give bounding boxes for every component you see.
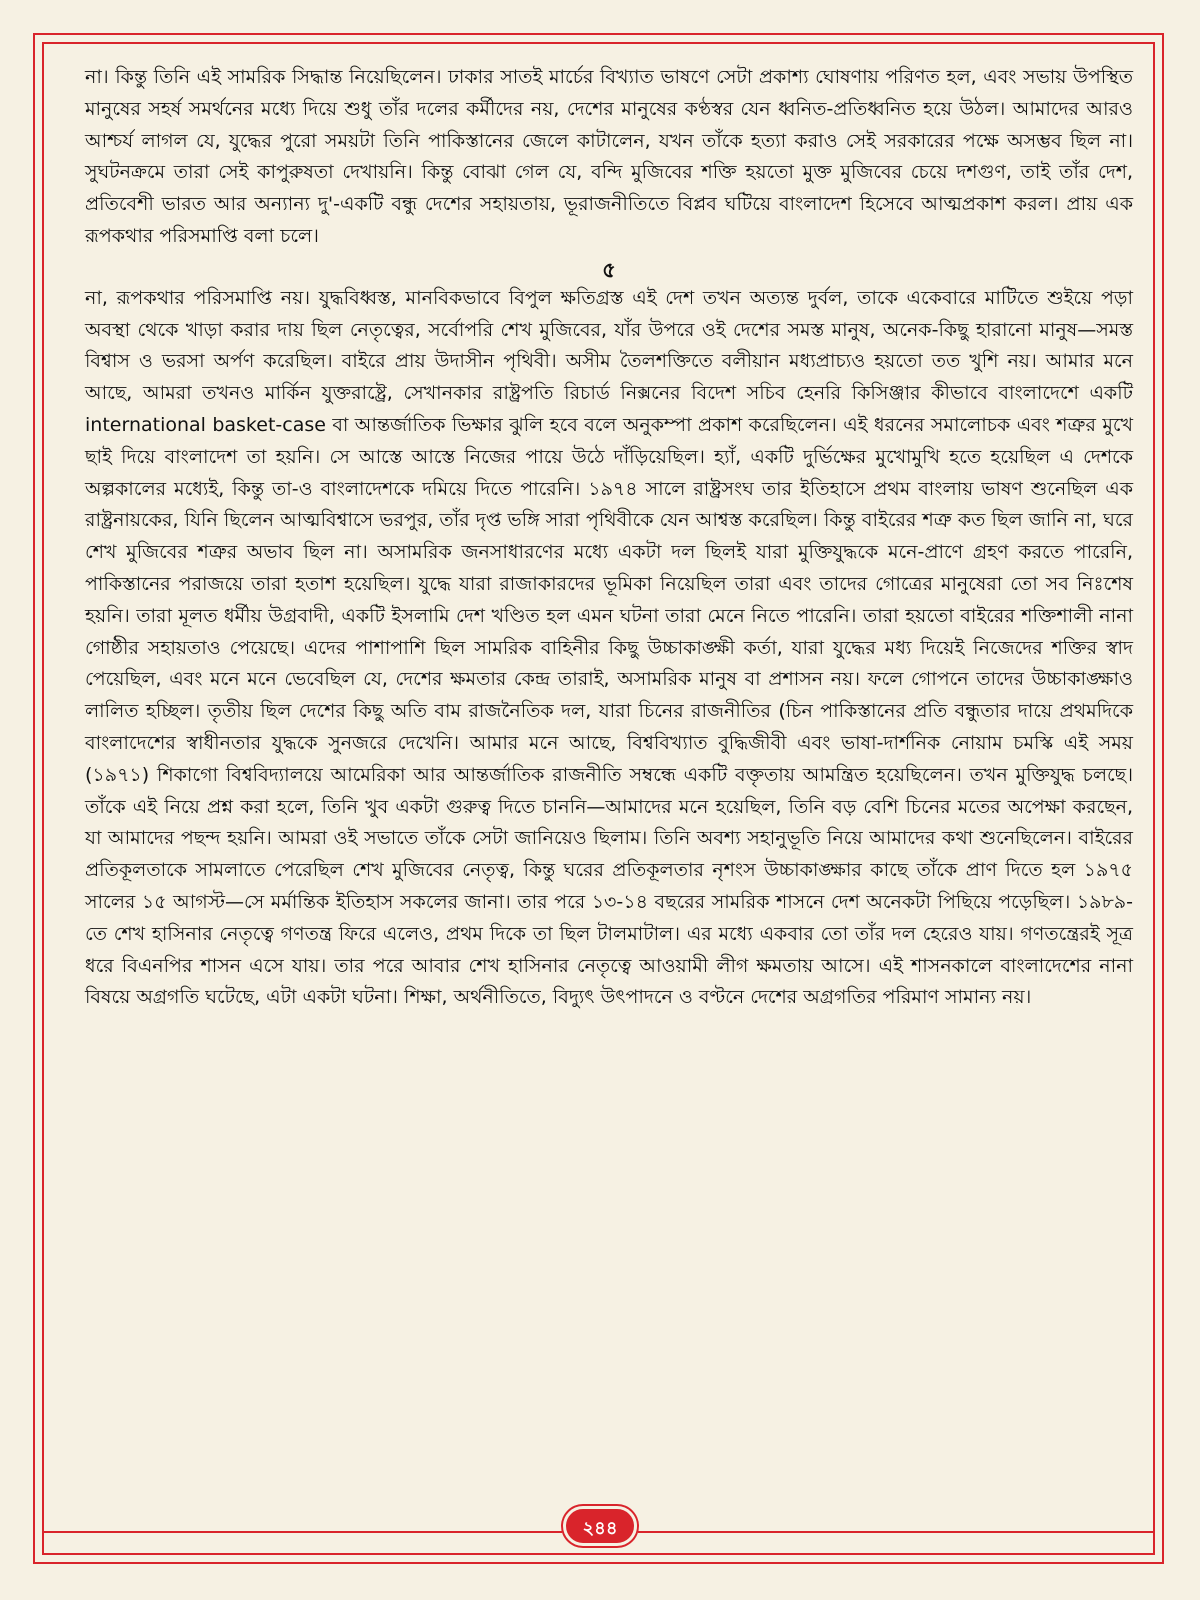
section-number: ৫ (602, 257, 616, 282)
footer-rule-left (42, 1531, 562, 1533)
paragraph-2: না, রূপকথার পরিসমাপ্তি নয়। যুদ্ধবিধ্বস্ত, মানবিকভাবে বিপুল ক্ষতিগ্রস্ত এই দেশ তখন অত্যন্ত দুর্বল, তাকে একেবারে মাটিতে শুইয়ে পড়া অবস্থা থেকে খাড়া করার দায় ছিল নেতৃত্বের, সর্বোপরি শেখ মুজিবের, যাঁর উপরে ওই দেশের সমস্ত মানুষ, অনেক-কিছু হারানো মানুষ—সমস্ত বিশ্বাস ও ভরসা অর্পণ করেছিল। বাইরে প্রায় উদাসীন পৃথিবী। অসীম তৈলশক্তিতে বলীয়ান মধ্যপ্রাচ্যও হয়তো তত খুশি নয়। আমার মনে আছে, আমরা তখনও মার্কিন যুক্তরাষ্ট্রে, সেখানকার রাষ্ট্রপতি রিচার্ড নিক্সনের বিদেশ সচিব হেনরি কিসিঞ্জার কীভাবে বাংলাদেশে একটি international basket-case বা আন্তর্জাতিক ভিক্ষার ঝুলি হবে বলে অনুকম্পা প্রকাশ করেছিলেন। এই ধরনের সমালোচক এবং শত্রুর মুখে ছাই দিয়ে বাংলাদেশ তা হয়নি। সে আস্তে আস্তে নিজের পায়ে উঠে দাঁড়িয়েছিল। হ্যাঁ, একটি দুর্ভিক্ষের মুখোমুখি হতে হয়েছিল এ দেশকে অল্পকালের মধ্যেই, কিন্তু তা-ও বাংলাদেশকে দমিয়ে দিতে পারেনি। ১৯৭৪ সালে রাষ্ট্রসংঘ তার ইতিহাসে প্রথম বাংলায় ভাষণ শুনেছিল এক রাষ্ট্রনায়কের, যিনি ছিলেন আত্মবিশ্বাসে ভরপুর, তাঁর দৃপ্ত ভঙ্গি সারা পৃথিবীকে যেন আশ্বস্ত করেছিল। কিন্তু বাইরের শত্রু কত ছিল জানি না, ঘরে শেখ মুজিবের শত্রুর অভাব ছিল না। অসামরিক জনসাধারণের মধ্যে একটা দল ছিলই যারা মুক্তিযুদ্ধকে মনে-প্রাণে গ্রহণ করতে পারেনি, পাকিস্তানের পরাজয়ে তারা হতাশ হয়েছিল। যুদ্ধে যারা রাজাকারদের ভূমিকা নিয়েছিল তারা এবং তাদের গোত্রের মানুষেরা তো সব নিঃশেষ হয়নি। তারা মূলত ধর্মীয় উগ্রবাদী, একটি ইসলামি দেশ খণ্ডিত হল এমন ঘটনা তারা মেনে নিতে পারেনি। তারা হয়তো বাইরের শক্তিশালী নানা গোষ্ঠীর সহায়তাও পেয়েছে। এদের পাশাপাশি ছিল সামরিক বাহিনীর কিছু উচ্চাকাঙ্ক্ষী কর্তা, যারা যুদ্ধের মধ্য দিয়েই নিজেদের শক্তির স্বাদ পেয়েছিল, এবং মনে মনে ভেবেছিল যে, দেশের ক্ষমতার কেন্দ্র তারাই, অসামরিক মানুষ বা প্রশাসন নয়। ফলে গোপনে তাদের উচ্চাকাঙ্ক্ষাও লালিত হচ্ছিল। তৃতীয় ছিল দেশের কিছু অতি বাম রাজনৈতিক দল, যারা চিনের রাজনীতির (চিন পাকিস্তানের প্রতি বন্ধুতার দায়ে প্রথমদিকে বাংলাদেশের স্বাধীনতার যুদ্ধকে সুনজরে দেখেনি। আমার মনে আছে, বিশ্ববিখ্যাত বুদ্ধিজীবী এবং ভাষা-দার্শনিক নোয়াম চমস্কি এই সময় (১৯৭১) শিকাগো বিশ্ববিদ্যালয়ে আমেরিকা আর আন্তর্জাতিক রাজনীতি সম্বন্ধে একটি বক্তৃতায় আমন্ত্রিত হয়েছিলেন। তখন মুক্তিযুদ্ধ চলছে। তাঁকে এই নিয়ে প্রশ্ন করা হলে, তিনি খুব একটা গুরুত্ব দিতে চাননি—আমাদের মনে হয়েছিল, তিনি বড় বেশি চিনের মতের অপেক্ষা করছেন, যা আমাদের পছন্দ হয়নি। আমরা ওই সভাতে তাঁকে সেটা জানিয়েও ছিলাম। তিনি অবশ্য সহানুভূতি নিয়ে আমাদের কথা শুনেছিলেন। বাইরের প্রতিকূলতাকে সামলাতে পেরেছিল শেখ মুজিবের নেতৃত্ব, কিন্তু ঘরের প্রতিকূলতার নৃশংস উচ্চাকাঙ্ক্ষার কাছে তাঁকে প্রাণ দিতে হল ১৯৭৫ সালের ১৫ আগস্ট—সে মর্মান্তিক ইতিহাস সকলের জানা। তার পরে ১৩-১৪ বছরের সামরিক শাসনে দেশ অনেকটা পিছিয়ে পড়েছিল। ১৯৮৯-তে শেখ হাসিনার নেতৃত্বে গণতন্ত্র ফিরে এলেও, প্রথম দিকে তা ছিল টালমাটাল। এর মধ্যে একবার তো তাঁর দল হেরেও যায়। গণতন্ত্রেরই সূত্র ধরে বিএনপির শাসন এসে যায়। তার পরে আবার শেখ হাসিনার নেতৃত্বে আওয়ামী লীগ ক্ষমতায় আসে। এই শাসনকালে বাংলাদেশের নানা বিষয়ে অগ্রগতি ঘটেছে, এটা একটা ঘটনা। শিক্ষা, অর্থনীতিতে, বিদ্যুৎ উৎপাদনে ও বণ্টনে দেশের অগ্রগতির পরিমাণ সামান্য নয়। (85, 286, 1133, 1009)
footer-rule-right (638, 1531, 1155, 1533)
page-number-badge: ২৪৪ (563, 1506, 637, 1546)
page-body (85, 62, 1133, 1014)
paragraph-1: না। কিন্তু তিনি এই সামরিক সিদ্ধান্ত নিয়েছিলেন। ঢাকার সাতই মার্চের বিখ্যাত ভাষণে সেটা প্রকাশ্য ঘোষণায় পরিণত হল, এবং সভায় উপস্থিত মানুষের সহর্ষ সমর্থনের মধ্যে দিয়ে শুধু তাঁর দলের কর্মীদের নয়, দেশের মানুষের কণ্ঠস্বর যেন ধ্বনিত-প্রতিধ্বনিত হয়ে উঠল। আমাদের আরও আশ্চর্য লাগল যে, যুদ্ধের পুরো সময়টা তিনি পাকিস্তানের জেলে কাটালেন, যখন তাঁকে হত্যা করাও সেই সরকারের পক্ষে অসম্ভব ছিল না। সুঘটনক্রমে তারা সেই কাপুরুষতা দেখায়নি। কিন্তু বোঝা গেল যে, বন্দি মুজিবের শক্তি হয়তো মুক্ত মুজিবের চেয়ে দশগুণ, তাই তাঁর দেশ, প্রতিবেশী ভারত আর অন্যান্য দু'-একটি বন্ধু দেশের সহায়তায়, ভূরাজনীতিতে বিপ্লব ঘটিয়ে বাংলাদেশ হিসেবে আত্মপ্রকাশ করল। প্রায় এক রূপকথার পরিসমাপ্তি বলা চলে। (85, 66, 1133, 247)
